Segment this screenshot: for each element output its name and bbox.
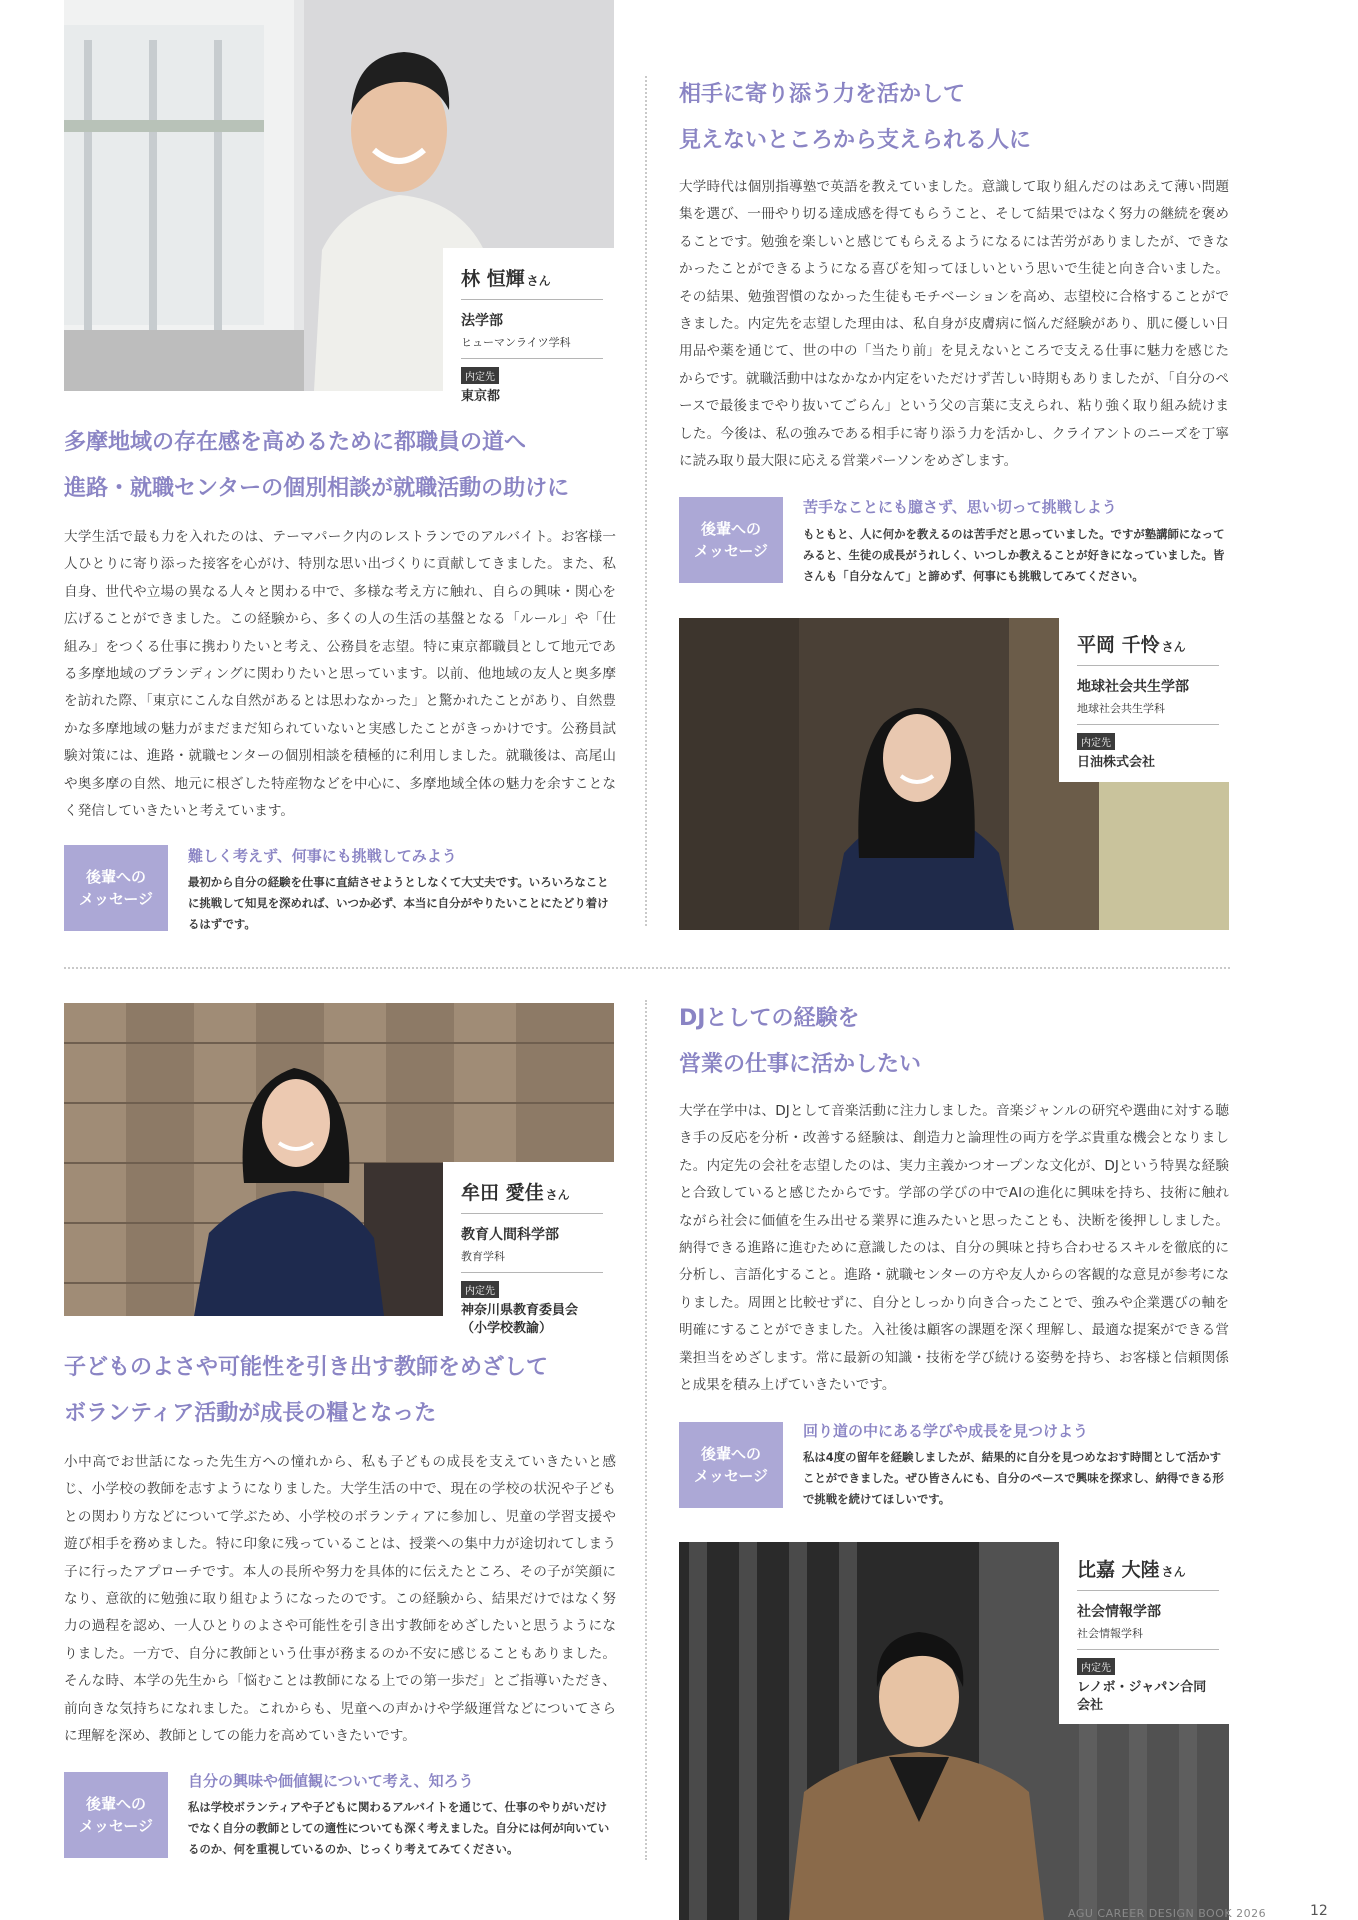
message-text-4: 私は4度の留年を経験しましたが、結果的に自分を見つめなおす時間として活かすことができました。ぜひ皆さんにも、自分のペースで興味を探求し、納得できる形で挑戦を続けてほしいです。 xyxy=(803,1450,1224,1506)
name-card-4 xyxy=(1059,1539,1231,1724)
body-text-4: 大学在学中は、DJとして音楽活動に注力しました。音楽ジャンルの研究や選曲に対する聴き手の反応を分析・改善する経験は、創造力と論理性の両方を学ぶ貴重な機会となりました。内定先の会社を志望したのは、実力主義かつオープンな文化が、DJという特異な経験と合致していると感じたからです。学部の学びの中でAIの進化に興味を持ち、技術に触れながら社会に価値を生み出せる業界に進みたいと思ったことも、決断を後押ししました。納得できる進路に進むために意識したのは、自分の興味と持ち合わせるスキルを徹底的に分析し、言語化すること。進路・就職センターの方や友人からの客観的な意見が参考になりました。周囲と比較せずに、自分としっかり向き合ったことで、強みや企業選びの軸を明確にすることができました。入社後は顧客の課題を深く理解し、最適な提案ができる営業担当をめざします。常に最新の知識・技術を学び続ける姿勢を持ち、お客様と信頼関係と成果を積み上げていきたいです。 xyxy=(679,1103,1229,1394)
faculty: 地球社会共生学部 xyxy=(1077,679,1189,695)
column-divider-top xyxy=(645,76,647,926)
message-title-2: 苦手なことにも臆さず、思い切って挑戦しよう xyxy=(803,498,1117,516)
name-card-1 xyxy=(443,248,615,416)
company: レノボ・ジャパン合同会社 xyxy=(1077,1680,1207,1713)
company-tag: 内定先 xyxy=(1077,1658,1115,1675)
body-text-2: 大学時代は個別指導塾で英語を教えていました。意識して取り組んだのはあえて薄い問題集を選び、一冊やり切る達成感を得てもらうこと、そして結果ではなく努力の継続を褒めることです。勉強を楽しいと感じてもらえるようになるには苦労がありましたが、できなかったことができるようになる喜びを知ってほしいという思いで生徒と向き合いました。その結果、勉強習慣のなかった生徒もモチベーションを高め、志望校に合格することができました。内定先を志望した理由は、私自身が皮膚病に悩んだ経験があり、肌に優しい日用品や薬を通じて、世の中の「当たり前」を見えないところで支える仕事に魅力を感じたからです。就職活動中はなかなか内定をいただけず苦しい時期もありましたが、「自分のペースで最後までやり抜いてごらん」という父の言葉に支えられ、粘り強く取り組み続けました。今後は、私の強みである相手に寄り添う力を活かし、クライアントのニーズを丁寧に読み取り最大限に応える営業パーソンをめざします。 xyxy=(679,179,1229,470)
department: 教育学科 xyxy=(461,1248,603,1273)
person-name: 平岡 千怜 さん xyxy=(1077,630,1219,666)
department: 地球社会共生学科 xyxy=(1077,700,1219,725)
headline-4: DJとしての経験を 営業の仕事に活かしたい xyxy=(679,1006,922,1077)
company-tag: 内定先 xyxy=(461,367,499,384)
body-text-1: 大学生活で最も力を入れたのは、テーマパーク内のレストランでのアルバイト。お客様一人ひとりに寄り添った接客を心がけ、特別な思い出づくりに貢献してきました。また、私自身、世代や立場の異なる人々と関わる中で、多様な考え方に触れ、自らの興味・関心を広げることができました。この経験から、多くの人の生活の基盤となる「ルール」や「仕組み」をつくる仕事に携わりたいと考え、公務員を志望。特に東京都職員として地元である多摩地域のブランディングに関わりたいと思っています。以前、他地域の友人と奥多摩を訪れた際、「東京にこんな自然があるとは思わなかった」と驚かれたことがあり、自然豊かな多摩地域の魅力がまだまだ知られていないと実感したことがきっかけです。公務員試験対策には、進路・就職センターの個別相談を積極的に利用しました。就職後は、高尾山や奥多摩の自然、地元に根ざした特産物などを中心に、多摩地域全体の魅力を余すことなく発信していきたいと考えています。 xyxy=(64,529,616,820)
message-badge-1: 後輩への メッセージ xyxy=(64,845,168,931)
book-title: AGU CAREER DESIGN BOOK 2026 xyxy=(1068,1907,1267,1920)
message-text-1: 最初から自分の経験を仕事に直結させようとしなくて大丈夫です。いろいろなことに挑戦して知見を深めれば、いつか必ず、本当に自分がやりたいことにたどり着けるはずです。 xyxy=(188,875,609,931)
section-divider xyxy=(64,967,1230,969)
person-name: 牟田 愛佳 さん xyxy=(461,1178,603,1214)
company: 東京都 xyxy=(461,389,501,404)
message-title-1: 難しく考えず、何事にも挑戦してみよう xyxy=(188,847,457,865)
headline-2: 相手に寄り添う力を活かして 見えないところから支えられる人に xyxy=(679,82,1032,153)
department: ヒューマンライツ学科 xyxy=(461,334,603,359)
page-number: 12 xyxy=(1310,1903,1328,1919)
message-title-3: 自分の興味や価値観について考え、知ろう xyxy=(188,1772,474,1790)
company-tag: 内定先 xyxy=(1077,733,1115,750)
name-card-3 xyxy=(443,1162,615,1347)
person-name: 比嘉 大陸 さん xyxy=(1077,1555,1219,1591)
message-text-3: 私は学校ボランティアや子どもに関わるアルバイトを通じて、仕事のやりがいだけでなく自分の教師としての適性についても深く考えました。自分には何が向いているのか、何を重視しているのか、じっくり考えてみてください。 xyxy=(188,1800,610,1856)
name-card-2 xyxy=(1059,614,1231,782)
headline-1: 多摩地域の存在感を高めるために都職員の道へ 進路・就職センターの個別相談が就職活動の助けに xyxy=(64,430,570,501)
department: 社会情報学科 xyxy=(1077,1625,1219,1650)
body-text-3: 小中高でお世話になった先生方への憧れから、私も子どもの成長を支えていきたいと感じ、小学校の教師を志すようになりました。大学生活の中で、現在の学校の状況や子どもとの関わり方などについて学ぶため、小学校のボランティアに参加し、児童の学習支援や遊び相手を務めました。特に印象に残っていることは、授業への集中力が途切れてしまう子に行ったアプローチです。本人の長所や努力を具体的に伝えたところ、その子が笑顔になり、意欲的に勉強に取り組むようになったのです。この経験から、結果だけではなく努力の過程を認め、一人ひとりのよさや可能性を引き出す教師をめざしたいと思うようになりました。一方で、自分に教師という仕事が務まるのか不安に感じることもありました。そんな時、本学の先生から「悩むことは教師になる上での第一歩だ」とご指導いただき、前向きな気持ちになれました。これからも、児童への声かけや学級運営などについてさらに理解を深め、教師としての能力を高めていきたいです。 xyxy=(64,1454,616,1745)
faculty: 社会情報学部 xyxy=(1077,1604,1161,1620)
person-name: 林 恒輝 さん xyxy=(461,264,603,300)
company: 神奈川県教育委員会 （小学校教諭） xyxy=(461,1303,579,1336)
column-divider-bottom xyxy=(645,1000,647,1860)
message-badge-2: 後輩への メッセージ xyxy=(679,497,783,583)
company: 日油株式会社 xyxy=(1077,755,1156,770)
faculty: 法学部 xyxy=(461,313,503,329)
company-tag: 内定先 xyxy=(461,1281,499,1298)
message-title-4: 回り道の中にある学びや成長を見つけよう xyxy=(803,1422,1089,1440)
message-badge-3: 後輩への メッセージ xyxy=(64,1772,168,1858)
message-text-2: もともと、人に何かを教えるのは苦手だと思っていました。ですが塾講師になってみると、生徒の成長がうれしく、いつしか教えることが好きになっていました。皆さんも「自分なんて」と諦めず、何事にも挑戦してみてください。 xyxy=(803,527,1225,583)
message-badge-4: 後輩への メッセージ xyxy=(679,1422,783,1508)
headline-3: 子どものよさや可能性を引き出す教師をめざして ボランティア活動が成長の糧となった xyxy=(64,1355,549,1426)
faculty: 教育人間科学部 xyxy=(461,1227,559,1243)
